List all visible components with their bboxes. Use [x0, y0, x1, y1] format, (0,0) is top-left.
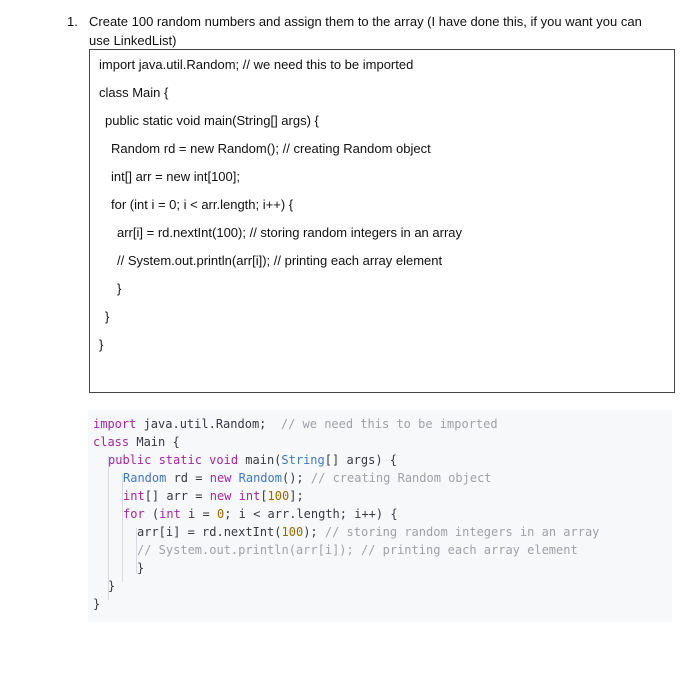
code-token: ); [303, 525, 318, 539]
type-token: Random [123, 471, 167, 485]
comment-token: // storing random integers in an array [317, 525, 600, 539]
code-token: (); [281, 471, 304, 485]
question-text: Create 100 random numbers and assign them to the array (I have done this, if you want you can use LinkedList) [89, 14, 642, 48]
plain-code-line: arr[i] = rd.nextInt(100); // storing random integers in an array [117, 225, 463, 240]
code-line-close-brace [93, 595, 100, 613]
comment-token: // creating Random object [303, 471, 492, 485]
code-token: ( [144, 507, 160, 521]
code-line-class [93, 433, 180, 451]
plain-code-line: } [99, 337, 104, 352]
keyword-token: class [93, 435, 130, 449]
brace-token: } [93, 597, 101, 611]
code-line-close-brace [108, 577, 115, 595]
keyword-token: int [123, 489, 145, 503]
code-token: rd = [166, 471, 210, 485]
highlighted-code-panel [88, 410, 672, 622]
code-token: i = [180, 507, 217, 521]
question-number: 1. [67, 14, 78, 29]
keyword-token: int [231, 489, 261, 503]
number-token: 0 [216, 507, 225, 521]
plain-code-line: class Main { [99, 85, 169, 100]
code-line-import [93, 415, 498, 433]
code-token: ]; [289, 489, 304, 503]
keyword-token: import [93, 417, 137, 431]
keyword-token: for [123, 507, 145, 521]
type-token: Random [231, 471, 282, 485]
code-token: [] args) { [324, 453, 398, 467]
brace-token: } [137, 561, 145, 575]
keyword-token: new [209, 471, 232, 485]
code-line-close-brace [137, 559, 144, 577]
keyword-token: new [209, 489, 232, 503]
comment-token: // we need this to be imported [266, 417, 498, 431]
code-token: java.util.Random; [136, 417, 267, 431]
brace-token: } [108, 579, 116, 593]
code-token: main( [238, 453, 282, 467]
code-line-array [123, 487, 304, 505]
plain-code-line: import java.util.Random; // we need this to be imported [99, 57, 414, 72]
number-token: 100 [281, 525, 304, 539]
plain-code-line: public static void main(String[] args) { [105, 113, 319, 128]
code-token: arr[i] = rd.nextInt( [137, 525, 282, 539]
code-line-random [123, 469, 492, 487]
code-line-print-comment [137, 541, 578, 559]
code-token: [ [260, 489, 268, 503]
comment-token: // System.out.println(arr[i]); // printing each array element [137, 543, 578, 557]
plain-code-line: // System.out.println(arr[i]); // printing each array element [117, 253, 443, 268]
code-token: ; i < arr.length; i++) { [224, 507, 398, 521]
plain-code-line: } [105, 309, 110, 324]
keyword-token: public static void [108, 453, 239, 467]
code-line-assign [137, 523, 599, 541]
plain-code-line: } [117, 281, 122, 296]
plain-code-line: for (int i = 0; i < arr.length; i++) { [111, 197, 294, 212]
code-token: [] arr = [144, 489, 210, 503]
type-token: String [281, 453, 325, 467]
keyword-token: int [159, 507, 181, 521]
number-token: 100 [267, 489, 290, 503]
code-line-main [108, 451, 397, 469]
question-item [67, 12, 647, 50]
plain-code-line: int[] arr = new int[100]; [111, 169, 240, 184]
code-line-for [123, 505, 398, 523]
code-token: Main { [129, 435, 180, 449]
plain-code-line: Random rd = new Random(); // creating Random object [111, 141, 431, 156]
plain-code-box [89, 49, 675, 393]
